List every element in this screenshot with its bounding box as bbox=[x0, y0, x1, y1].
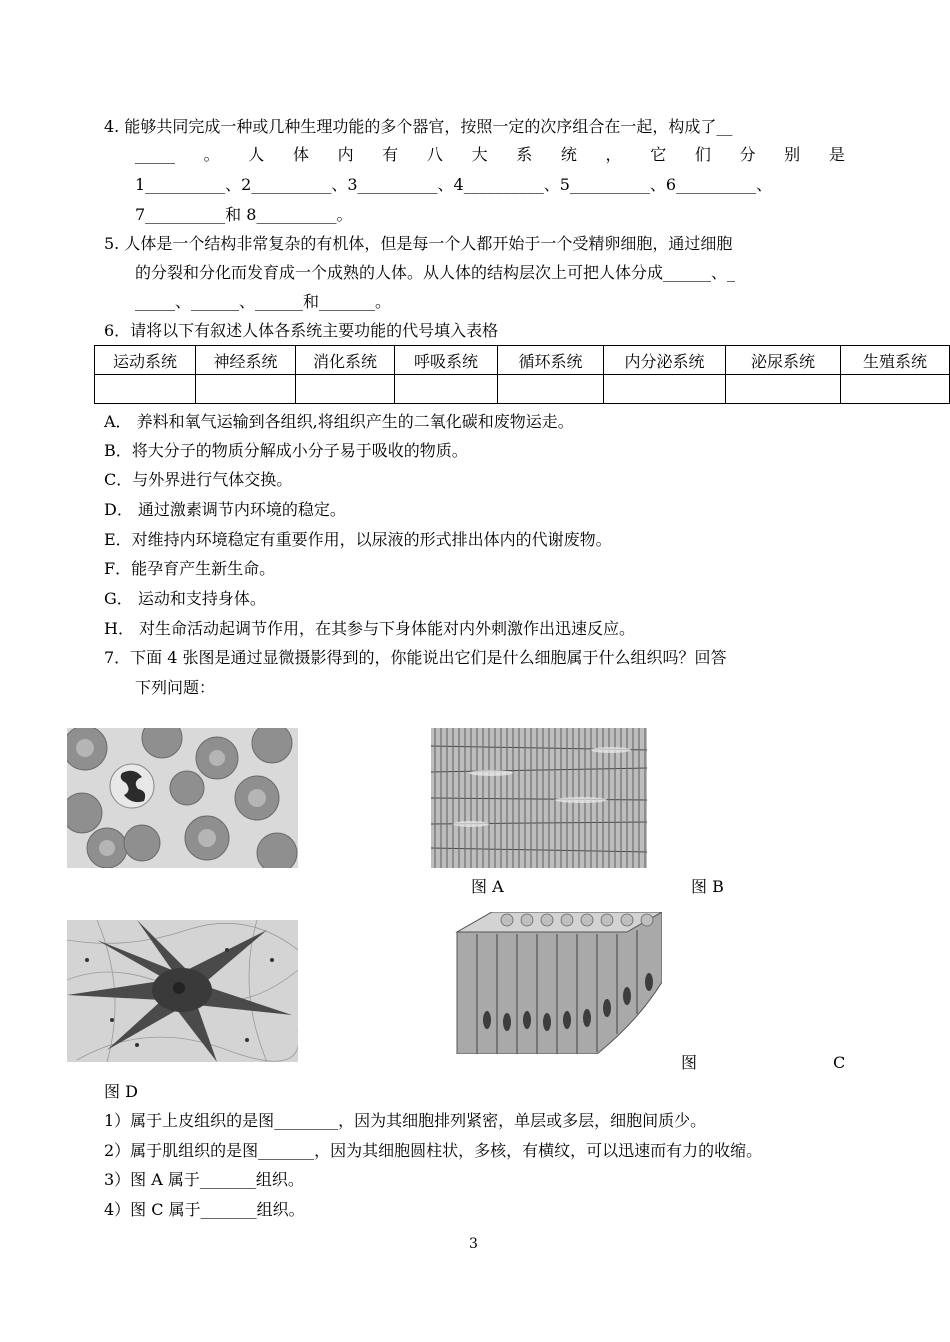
option-a: A． 养料和氧气运输到各组织,将组织产生的二氧化碳和废物运走。 bbox=[104, 412, 574, 431]
answer-cell[interactable] bbox=[841, 375, 950, 404]
table-header-row bbox=[95, 346, 950, 375]
caption-figure-c-prefix: 图 bbox=[681, 1053, 698, 1072]
answer-cell[interactable] bbox=[196, 375, 296, 404]
q4-line-1: 4. 能够共同完成一种或几种生理功能的多个器官，按照一定的次序组合在一起，构成了__ bbox=[104, 117, 733, 136]
answer-1: 1）属于上皮组织的是图________，因为其细胞排列紧密，单层或多层，细胞间质少。 bbox=[104, 1111, 707, 1130]
option-f: F．能孕育产生新生命。 bbox=[104, 559, 276, 578]
q7-line-1: 7．下面 4 张图是通过显微摄影得到的，你能说出它们是什么细胞属于什么组织吗？回答 bbox=[104, 648, 727, 667]
caption-figure-c-letter: C bbox=[833, 1053, 846, 1072]
q5-line-3: _____、______、______和_______。 bbox=[135, 292, 392, 311]
table-answer-row bbox=[95, 375, 950, 404]
q4-line-2: _____ 。 人 体 内 有 八 大 系 统 ， 它 们 分 别 是 bbox=[135, 145, 845, 164]
option-g: G． 运动和支持身体。 bbox=[104, 589, 266, 608]
answer-cell[interactable] bbox=[726, 375, 841, 404]
answer-cell[interactable] bbox=[395, 375, 498, 404]
caption-figure-a: 图 A bbox=[471, 877, 504, 896]
header-cell: 运动系统 bbox=[95, 346, 196, 375]
systems-table bbox=[94, 345, 950, 404]
columnar-epithelium-drawing bbox=[447, 912, 662, 1054]
caption-figure-d: 图 D bbox=[104, 1082, 138, 1101]
header-cell: 泌尿系统 bbox=[726, 346, 841, 375]
q6-title: 6．请将以下有叙述人体各系统主要功能的代号填入表格 bbox=[104, 321, 499, 340]
neuron-micrograph bbox=[67, 920, 298, 1062]
header-cell: 内分泌系统 bbox=[604, 346, 726, 375]
page-number: 3 bbox=[469, 1236, 478, 1252]
striated-muscle-micrograph bbox=[431, 728, 647, 868]
blood-cells-micrograph bbox=[67, 728, 298, 868]
answer-cell[interactable] bbox=[604, 375, 726, 404]
answer-3: 3）图 A 属于_______组织。 bbox=[104, 1170, 304, 1189]
q7-line-2: 下列问题： bbox=[135, 678, 216, 697]
q4-line-4: 7__________和 8__________。 bbox=[135, 205, 353, 224]
option-d: D． 通过激素调节内环境的稳定。 bbox=[104, 500, 346, 519]
option-h: H． 对生命活动起调节作用，在其参与下身体能对内外刺激作出迅速反应。 bbox=[104, 619, 636, 638]
option-c: C．与外界进行气体交换。 bbox=[104, 470, 293, 489]
option-b: B．将大分子的物质分解成小分子易于吸收的物质。 bbox=[104, 441, 468, 460]
answer-4: 4）图 C 属于_______组织。 bbox=[104, 1200, 305, 1219]
header-cell: 生殖系统 bbox=[841, 346, 950, 375]
q4-line-3: 1__________、2__________、3__________、4__________、5__________、6__________、 bbox=[135, 175, 773, 194]
header-cell: 消化系统 bbox=[296, 346, 395, 375]
q5-line-1: 5. 人体是一个结构非常复杂的有机体，但是每一个人都开始于一个受精卵细胞，通过细胞 bbox=[104, 234, 733, 253]
answer-cell[interactable] bbox=[95, 375, 196, 404]
answer-cell[interactable] bbox=[296, 375, 395, 404]
option-e: E．对维持内环境稳定有重要作用，以尿液的形式排出体内的代谢废物。 bbox=[104, 530, 612, 549]
header-cell: 循环系统 bbox=[498, 346, 604, 375]
q5-line-2: 的分裂和分化而发育成一个成熟的人体。从人体的结构层次上可把人体分成______、_ bbox=[135, 263, 736, 282]
header-cell: 神经系统 bbox=[196, 346, 296, 375]
caption-figure-b: 图 B bbox=[691, 877, 724, 896]
answer-cell[interactable] bbox=[498, 375, 604, 404]
answer-2: 2）属于肌组织的是图_______，因为其细胞圆柱状，多核，有横纹，可以迅速而有力的收缩。 bbox=[104, 1141, 763, 1160]
header-cell: 呼吸系统 bbox=[395, 346, 498, 375]
